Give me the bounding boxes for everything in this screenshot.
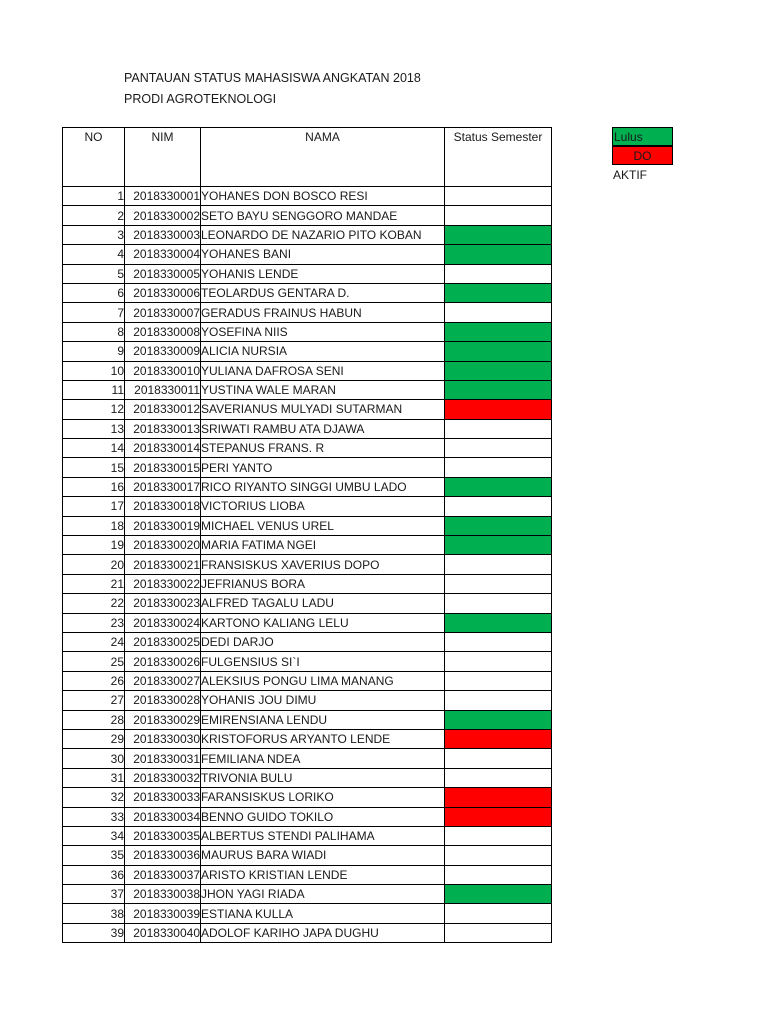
row-no-cell[interactable]: 16 — [63, 477, 125, 496]
row-nama-cell[interactable]: ALFRED TAGALU LADU — [201, 594, 445, 613]
row-nim-cell[interactable]: 2018330039 — [125, 904, 201, 923]
row-status-cell[interactable] — [445, 342, 552, 361]
row-nama-cell[interactable]: GERADUS FRAINUS HABUN — [201, 303, 445, 322]
table-row — [63, 555, 552, 574]
row-no-cell[interactable]: 10 — [63, 361, 125, 380]
table-row — [63, 671, 552, 690]
student-status-table — [62, 127, 552, 943]
row-nama-cell[interactable]: SETO BAYU SENGGORO MANDAE — [201, 206, 445, 225]
row-nim-cell[interactable]: 2018330013 — [125, 419, 201, 438]
row-nama-cell[interactable]: YOHANIS JOU DIMU — [201, 691, 445, 710]
row-nim-cell[interactable]: 2018330031 — [125, 749, 201, 768]
row-nim-cell[interactable]: 2018330003 — [125, 225, 201, 244]
table-row — [63, 342, 552, 361]
row-status-cell[interactable] — [445, 225, 552, 244]
row-nim-cell[interactable]: 2018330006 — [125, 283, 201, 302]
row-nama-cell[interactable]: KRISTOFORUS ARYANTO LENDE — [201, 729, 445, 748]
row-nim-cell[interactable]: 2018330019 — [125, 516, 201, 535]
row-no-cell[interactable]: 32 — [63, 788, 125, 807]
row-status-cell[interactable] — [445, 536, 552, 555]
column-header-nama[interactable]: NAMA — [201, 128, 445, 187]
row-no-cell[interactable]: 22 — [63, 594, 125, 613]
row-no-cell[interactable]: 31 — [63, 768, 125, 787]
row-nim-cell[interactable]: 2018330032 — [125, 768, 201, 787]
row-status-cell[interactable] — [445, 555, 552, 574]
row-no-cell[interactable]: 11 — [63, 380, 125, 399]
row-nama-cell[interactable]: MICHAEL VENUS UREL — [201, 516, 445, 535]
row-nim-cell[interactable]: 2018330036 — [125, 846, 201, 865]
table-row — [63, 691, 552, 710]
table-row — [63, 923, 552, 942]
row-no-cell[interactable]: 9 — [63, 342, 125, 361]
table-row — [63, 303, 552, 322]
row-status-cell[interactable] — [445, 419, 552, 438]
column-header-no[interactable]: NO — [63, 128, 125, 187]
row-nama-cell[interactable]: YULIANA DAFROSA SENI — [201, 361, 445, 380]
table-row — [63, 439, 552, 458]
row-status-cell[interactable] — [445, 904, 552, 923]
row-nim-cell[interactable]: 2018330029 — [125, 710, 201, 729]
row-nama-cell[interactable]: BENNO GUIDO TOKILO — [201, 807, 445, 826]
row-no-cell[interactable]: 14 — [63, 439, 125, 458]
table-row — [63, 594, 552, 613]
row-status-cell[interactable] — [445, 245, 552, 264]
row-status-cell[interactable] — [445, 788, 552, 807]
row-no-cell[interactable]: 30 — [63, 749, 125, 768]
table-row — [63, 613, 552, 632]
table-row — [63, 458, 552, 477]
row-nama-cell[interactable]: MAURUS BARA WIADI — [201, 846, 445, 865]
row-no-cell[interactable]: 39 — [63, 923, 125, 942]
table-row — [63, 710, 552, 729]
row-nama-cell[interactable]: SRIWATI RAMBU ATA DJAWA — [201, 419, 445, 438]
row-nama-cell[interactable]: TEOLARDUS GENTARA D. — [201, 283, 445, 302]
row-no-cell[interactable]: 13 — [63, 419, 125, 438]
row-status-cell[interactable] — [445, 768, 552, 787]
row-nama-cell[interactable]: FRANSISKUS XAVERIUS DOPO — [201, 555, 445, 574]
row-nama-cell[interactable]: ESTIANA KULLA — [201, 904, 445, 923]
column-header-nim[interactable]: NIM — [125, 128, 201, 187]
row-nama-cell[interactable]: YUSTINA WALE MARAN — [201, 380, 445, 399]
row-no-cell[interactable]: 36 — [63, 865, 125, 884]
row-no-cell[interactable]: 12 — [63, 400, 125, 419]
table-row — [63, 225, 552, 244]
row-status-cell[interactable] — [445, 283, 552, 302]
row-status-cell[interactable] — [445, 458, 552, 477]
row-nim-cell[interactable]: 2018330021 — [125, 555, 201, 574]
row-status-cell[interactable] — [445, 613, 552, 632]
row-nim-cell[interactable]: 2018330037 — [125, 865, 201, 884]
sheet-title: PANTAUAN STATUS MAHASISWA ANGKATAN 2018 — [124, 71, 421, 85]
row-status-cell[interactable] — [445, 923, 552, 942]
row-nama-cell[interactable]: YOSEFINA NIIS — [201, 322, 445, 341]
row-nim-cell[interactable]: 2018330035 — [125, 826, 201, 845]
row-nim-cell[interactable]: 2018330005 — [125, 264, 201, 283]
row-nama-cell[interactable]: ALICIA NURSIA — [201, 342, 445, 361]
row-nama-cell[interactable]: ALBERTUS STENDI PALIHAMA — [201, 826, 445, 845]
row-nama-cell[interactable]: STEPANUS FRANS. R — [201, 439, 445, 458]
row-nim-cell[interactable]: 2018330001 — [125, 187, 201, 206]
row-nim-cell[interactable]: 2018330017 — [125, 477, 201, 496]
row-status-cell[interactable] — [445, 594, 552, 613]
row-status-cell[interactable] — [445, 807, 552, 826]
row-nama-cell[interactable]: PERI YANTO — [201, 458, 445, 477]
legend-do[interactable]: DO — [612, 146, 673, 165]
row-no-cell[interactable]: 23 — [63, 613, 125, 632]
row-status-cell[interactable] — [445, 206, 552, 225]
row-no-cell[interactable]: 15 — [63, 458, 125, 477]
table-row — [63, 652, 552, 671]
table-row — [63, 749, 552, 768]
row-nim-cell[interactable]: 2018330015 — [125, 458, 201, 477]
row-no-cell[interactable]: 7 — [63, 303, 125, 322]
row-no-cell[interactable]: 3 — [63, 225, 125, 244]
table-row — [63, 477, 552, 496]
table-row — [63, 729, 552, 748]
row-nama-cell[interactable]: FULGENSIUS SI`I — [201, 652, 445, 671]
row-no-cell[interactable]: 35 — [63, 846, 125, 865]
table-row — [63, 574, 552, 593]
table-row — [63, 400, 552, 419]
row-no-cell[interactable]: 19 — [63, 536, 125, 555]
row-status-cell[interactable] — [445, 516, 552, 535]
table-row — [63, 826, 552, 845]
row-no-cell[interactable]: 8 — [63, 322, 125, 341]
row-status-cell[interactable] — [445, 632, 552, 651]
row-nama-cell[interactable]: SAVERIANUS MULYADI SUTARMAN — [201, 400, 445, 419]
legend-aktif: AKTIF — [613, 168, 648, 182]
row-nama-cell[interactable]: VICTORIUS LIOBA — [201, 497, 445, 516]
row-no-cell[interactable]: 28 — [63, 710, 125, 729]
row-nama-cell[interactable]: TRIVONIA BULU — [201, 768, 445, 787]
table-row — [63, 846, 552, 865]
row-no-cell[interactable]: 17 — [63, 497, 125, 516]
table-row — [63, 885, 552, 904]
row-status-cell[interactable] — [445, 574, 552, 593]
table-row — [63, 632, 552, 651]
row-nim-cell[interactable]: 2018330018 — [125, 497, 201, 516]
row-nama-cell[interactable]: YOHANES BANI — [201, 245, 445, 264]
row-no-cell[interactable]: 2 — [63, 206, 125, 225]
row-no-cell[interactable]: 26 — [63, 671, 125, 690]
table-row — [63, 206, 552, 225]
row-nim-cell[interactable]: 2018330022 — [125, 574, 201, 593]
row-nim-cell[interactable]: 2018330007 — [125, 303, 201, 322]
table-row — [63, 865, 552, 884]
row-status-cell[interactable] — [445, 361, 552, 380]
row-status-cell[interactable] — [445, 865, 552, 884]
row-status-cell[interactable] — [445, 885, 552, 904]
row-no-cell[interactable]: 34 — [63, 826, 125, 845]
row-nim-cell[interactable]: 2018330030 — [125, 729, 201, 748]
row-no-cell[interactable]: 18 — [63, 516, 125, 535]
row-status-cell[interactable] — [445, 303, 552, 322]
row-nama-cell[interactable]: ARISTO KRISTIAN LENDE — [201, 865, 445, 884]
row-nim-cell[interactable]: 2018330012 — [125, 400, 201, 419]
sheet-subtitle: PRODI AGROTEKNOLOGI — [124, 92, 277, 106]
row-nim-cell[interactable]: 2018330040 — [125, 923, 201, 942]
table-row — [63, 264, 552, 283]
row-nim-cell[interactable]: 2018330011 — [125, 380, 201, 399]
table-row — [63, 497, 552, 516]
table-row — [63, 283, 552, 302]
row-nim-cell[interactable]: 2018330034 — [125, 807, 201, 826]
row-nama-cell[interactable]: JHON YAGI RIADA — [201, 885, 445, 904]
row-no-cell[interactable]: 25 — [63, 652, 125, 671]
row-nim-cell[interactable]: 2018330028 — [125, 691, 201, 710]
row-nim-cell[interactable]: 2018330027 — [125, 671, 201, 690]
row-status-cell[interactable] — [445, 322, 552, 341]
row-no-cell[interactable]: 4 — [63, 245, 125, 264]
row-nama-cell[interactable]: ADOLOF KARIHO JAPA DUGHU — [201, 923, 445, 942]
row-status-cell[interactable] — [445, 477, 552, 496]
row-status-cell[interactable] — [445, 187, 552, 206]
row-no-cell[interactable]: 38 — [63, 904, 125, 923]
row-nama-cell[interactable]: YOHANIS LENDE — [201, 264, 445, 283]
row-nama-cell[interactable]: FARANSISKUS LORIKO — [201, 788, 445, 807]
row-nim-cell[interactable]: 2018330010 — [125, 361, 201, 380]
row-no-cell[interactable]: 6 — [63, 283, 125, 302]
row-nim-cell[interactable]: 2018330033 — [125, 788, 201, 807]
table-row — [63, 361, 552, 380]
row-nim-cell[interactable]: 2018330014 — [125, 439, 201, 458]
row-nama-cell[interactable]: RICO RIYANTO SINGGI UMBU LADO — [201, 477, 445, 496]
row-nama-cell[interactable]: JEFRIANUS BORA — [201, 574, 445, 593]
row-no-cell[interactable]: 27 — [63, 691, 125, 710]
row-nama-cell[interactable]: YOHANES DON BOSCO RESI — [201, 187, 445, 206]
row-status-cell[interactable] — [445, 749, 552, 768]
row-no-cell[interactable]: 24 — [63, 632, 125, 651]
row-status-cell[interactable] — [445, 710, 552, 729]
table-row — [63, 788, 552, 807]
row-status-cell[interactable] — [445, 264, 552, 283]
row-nim-cell[interactable]: 2018330024 — [125, 613, 201, 632]
row-nama-cell[interactable]: KARTONO KALIANG LELU — [201, 613, 445, 632]
column-header-status[interactable]: Status Semester — [445, 128, 552, 187]
row-status-cell[interactable] — [445, 652, 552, 671]
row-nama-cell[interactable]: EMIRENSIANA LENDU — [201, 710, 445, 729]
row-status-cell[interactable] — [445, 400, 552, 419]
table-row — [63, 536, 552, 555]
table-row — [63, 768, 552, 787]
legend-lulus[interactable]: Lulus — [612, 127, 673, 146]
row-nim-cell[interactable]: 2018330009 — [125, 342, 201, 361]
row-no-cell[interactable]: 29 — [63, 729, 125, 748]
row-status-cell[interactable] — [445, 846, 552, 865]
table-row — [63, 807, 552, 826]
row-nama-cell[interactable]: LEONARDO DE NAZARIO PITO KOBAN — [201, 225, 445, 244]
table-header-row — [63, 128, 552, 187]
row-nim-cell[interactable]: 2018330008 — [125, 322, 201, 341]
row-nim-cell[interactable]: 2018330020 — [125, 536, 201, 555]
table-row — [63, 380, 552, 399]
row-no-cell[interactable]: 5 — [63, 264, 125, 283]
row-nim-cell[interactable]: 2018330038 — [125, 885, 201, 904]
row-nim-cell[interactable]: 2018330025 — [125, 632, 201, 651]
row-status-cell[interactable] — [445, 691, 552, 710]
row-no-cell[interactable]: 20 — [63, 555, 125, 574]
row-nama-cell[interactable]: DEDI DARJO — [201, 632, 445, 651]
row-no-cell[interactable]: 33 — [63, 807, 125, 826]
row-nim-cell[interactable]: 2018330023 — [125, 594, 201, 613]
table-row — [63, 245, 552, 264]
row-status-cell[interactable] — [445, 671, 552, 690]
row-status-cell[interactable] — [445, 380, 552, 399]
row-nim-cell[interactable]: 2018330002 — [125, 206, 201, 225]
table-row — [63, 516, 552, 535]
table-row — [63, 419, 552, 438]
row-nama-cell[interactable]: MARIA FATIMA NGEI — [201, 536, 445, 555]
row-status-cell[interactable] — [445, 497, 552, 516]
row-status-cell[interactable] — [445, 826, 552, 845]
row-nama-cell[interactable]: FEMILIANA NDEA — [201, 749, 445, 768]
row-nim-cell[interactable]: 2018330004 — [125, 245, 201, 264]
table-row — [63, 187, 552, 206]
row-nim-cell[interactable]: 2018330026 — [125, 652, 201, 671]
row-no-cell[interactable]: 21 — [63, 574, 125, 593]
row-status-cell[interactable] — [445, 729, 552, 748]
row-nama-cell[interactable]: ALEKSIUS PONGU LIMA MANANG — [201, 671, 445, 690]
table-row — [63, 904, 552, 923]
row-status-cell[interactable] — [445, 439, 552, 458]
row-no-cell[interactable]: 1 — [63, 187, 125, 206]
table-row — [63, 322, 552, 341]
row-no-cell[interactable]: 37 — [63, 885, 125, 904]
